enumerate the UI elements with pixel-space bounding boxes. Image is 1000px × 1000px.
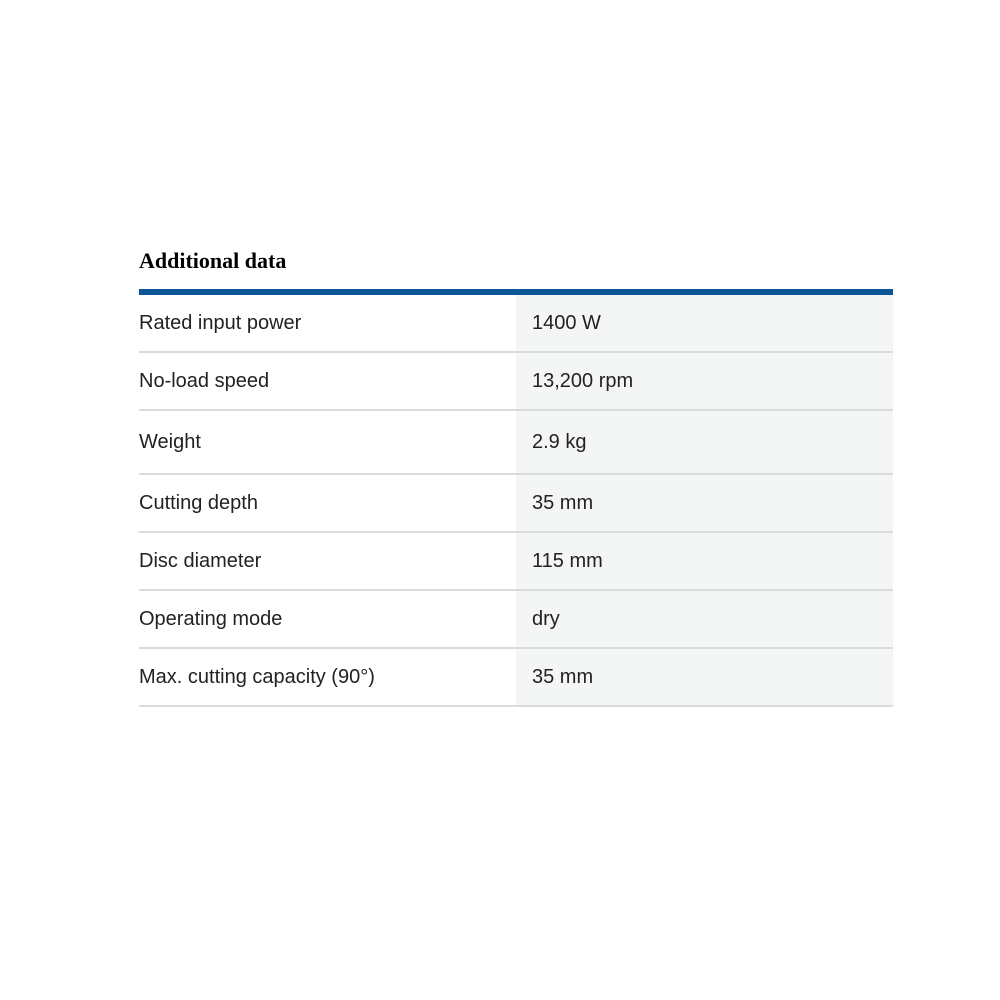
- spec-table: [139, 295, 893, 707]
- section-title: Additional data: [139, 248, 287, 273]
- spec-value: 35 mm: [516, 475, 893, 531]
- spec-row-no-load-speed: [139, 353, 893, 411]
- spec-label: Operating mode: [139, 591, 516, 647]
- spec-label: Max. cutting capacity (90°): [139, 649, 516, 705]
- spec-value: 35 mm: [516, 649, 893, 705]
- spec-label: Cutting depth: [139, 475, 516, 531]
- spec-row-operating-mode: [139, 591, 893, 649]
- spec-row-disc-diameter: [139, 533, 893, 591]
- spec-row-cutting-depth: [139, 475, 893, 533]
- spec-row-weight: [139, 411, 893, 475]
- spec-label: Disc diameter: [139, 533, 516, 589]
- spec-label: Weight: [139, 411, 516, 473]
- spec-value: 13,200 rpm: [516, 353, 893, 409]
- additional-data-section: [139, 246, 893, 707]
- spec-value: dry: [516, 591, 893, 647]
- spec-label: No-load speed: [139, 353, 516, 409]
- spec-row-max-cutting-capacity: [139, 649, 893, 707]
- spec-value: 115 mm: [516, 533, 893, 589]
- spec-row-rated-input-power: [139, 295, 893, 353]
- spec-label: Rated input power: [139, 295, 516, 351]
- spec-value: 1400 W: [516, 295, 893, 351]
- spec-value: 2.9 kg: [516, 411, 893, 473]
